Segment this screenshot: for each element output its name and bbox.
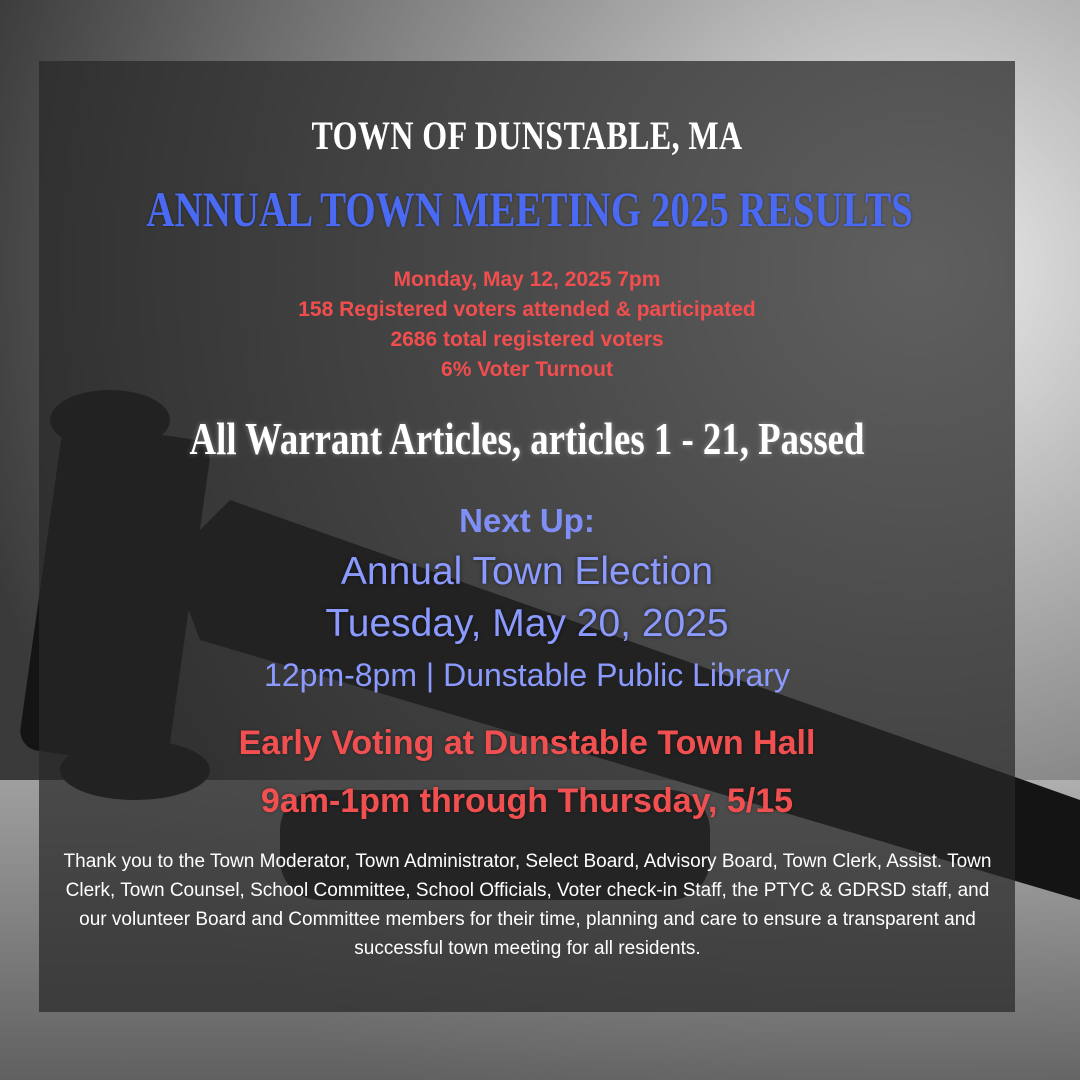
- attended-count: 158 Registered voters attended & participated: [298, 298, 756, 321]
- next-date: Tuesday, May 20, 2025: [325, 602, 729, 645]
- outcome-heading: All Warrant Articles, articles 1 - 21, Passed: [189, 413, 865, 464]
- total-voters: 2686 total registered voters: [390, 328, 664, 351]
- thank-you-message: Thank you to the Town Moderator, Town Administrator, Select Board, Advisory Board, Town Clerk, Assist. Town Clerk, Town Counsel, School Committee, School Officials, Voter check-in Staff, the PTYC & GDRSD staff, and our volunteer Board and Committee members for their time, planning and care to ensure a transparent and successful town meeting for all residents.: [63, 851, 992, 959]
- next-event: Annual Town Election: [340, 550, 714, 593]
- next-up-label: Next Up:: [459, 502, 595, 539]
- page-title: ANNUAL TOWN MEETING 2025 RESULTS: [146, 181, 913, 237]
- town-name: TOWN OF DUNSTABLE, MA: [311, 113, 743, 158]
- voter-turnout: 6% Voter Turnout: [441, 358, 613, 381]
- early-voting-hours: 9am-1pm through Thursday, 5/15: [260, 782, 794, 820]
- early-voting-location: Early Voting at Dunstable Town Hall: [238, 724, 816, 762]
- next-time-place: 12pm-8pm | Dunstable Public Library: [264, 657, 790, 693]
- meeting-date: Monday, May 12, 2025 7pm: [393, 268, 661, 291]
